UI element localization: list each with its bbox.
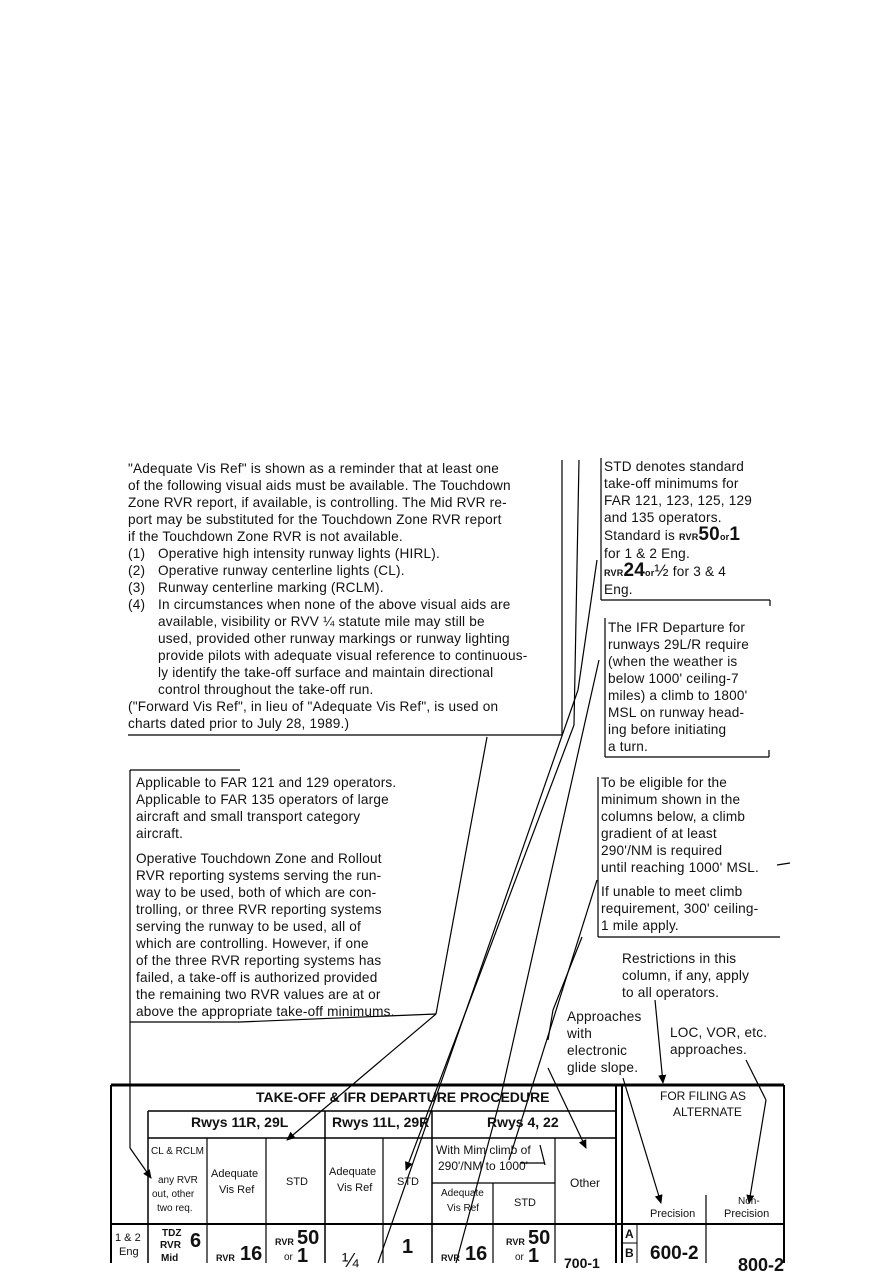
far-operators-note	[136, 774, 436, 1020]
std-note-line: for 1 & 2 Eng.	[604, 546, 690, 561]
approaches-note-line: glide slope.	[567, 1060, 639, 1075]
climb-note-line: If unable to meet climb	[601, 884, 743, 899]
far-note-line: Applicable to FAR 135 operators of large	[136, 792, 389, 807]
cat-b: B	[625, 1246, 634, 1260]
climb-gradient-note	[601, 774, 791, 934]
vis-ref-footer-line: ("Forward Vis Ref", in lieu of "Adequate Vis Ref", is used on	[128, 699, 499, 714]
col-std: STD	[514, 1197, 536, 1209]
restrictions-note	[622, 950, 782, 1001]
restrictions-note-line: column, if any, apply	[622, 968, 750, 983]
climb-note-line: minimum shown in the	[601, 792, 741, 807]
climb-header: With Mim climb of	[436, 1143, 531, 1157]
climb-note-line: columns below, a climb	[601, 809, 746, 824]
item-text: Runway centerline marking (RCLM).	[158, 580, 384, 595]
rvr-label: RVR	[506, 1237, 525, 1247]
item-text: control throughout the take-off run.	[158, 682, 374, 697]
ifr-note-line: The IFR Departure for	[608, 620, 746, 635]
col-any-rvr: out, other	[152, 1189, 195, 1200]
far-note-line: way to be used, both of which are con-	[136, 885, 377, 900]
row-label: Eng	[119, 1246, 139, 1258]
one-mile-value: 1	[297, 1245, 309, 1267]
far-note-line: aircraft.	[136, 826, 184, 841]
vis-ref-item-4	[128, 596, 558, 613]
far-note-line: serving the runway to be used, all of	[136, 919, 362, 934]
std-note-line: take-off minimums for	[604, 476, 739, 491]
far-note-line: RVR reporting systems serving the run-	[136, 868, 382, 883]
mid-label: Mid	[161, 1253, 179, 1264]
rvr-50-value: 50	[297, 1227, 320, 1249]
rwy-group-header: Rwys 11L, 29R	[332, 1114, 430, 1130]
vis-ref-item-3	[128, 579, 558, 596]
rvr-label: RVR	[275, 1237, 294, 1247]
climb-note-line: gradient of at least	[601, 826, 717, 841]
vis-ref-footer-line: charts dated prior to July 28, 1989.)	[128, 716, 350, 731]
item-text: Operative high intensity runway lights (HIRL).	[158, 546, 440, 561]
ifr-note-line: runways 29L/R require	[608, 637, 749, 652]
alternate-header: FOR FILING AS	[660, 1089, 747, 1103]
climb-header: 290'/NM to 1000'	[438, 1159, 528, 1173]
vis-ref-intro-line: Zone RVR report, if available, is controlling. The Mid RVR re-	[128, 495, 507, 510]
vis-ref-intro-line: if the Touchdown Zone RVR is not available.	[128, 529, 403, 544]
ifr-note-line: ing before initiating	[608, 722, 727, 737]
vis-ref-intro-line: port may be substituted for the Touchdown Zone RVR report	[128, 512, 502, 527]
loc-note-line: approaches.	[670, 1042, 748, 1057]
far-note-line: above the appropriate take-off minimums.	[136, 1004, 395, 1019]
col-any-rvr: two req.	[157, 1203, 193, 1214]
std-note-line: FAR 121, 123, 125, 129	[604, 493, 752, 508]
vis-ref-note	[128, 460, 558, 732]
std-note	[604, 458, 784, 598]
ifr-note-line: (when the weather is	[608, 654, 738, 669]
vis-ref-intro-line: "Adequate Vis Ref" is shown as a reminder that at least one	[128, 461, 500, 476]
far-note-line: trolling, or three RVR reporting systems	[136, 902, 382, 917]
other-value: 700-1	[564, 1255, 600, 1271]
restrictions-note-line: Restrictions in this	[622, 951, 737, 966]
ifr-note-line: MSL on runway head-	[608, 705, 745, 720]
row-label: 1 & 2	[115, 1232, 141, 1244]
vis-ref-item-2	[128, 562, 558, 579]
ifr-note-line: below 1000' ceiling-7	[608, 671, 739, 686]
tdz-label: RVR	[160, 1240, 181, 1251]
precision-value: 600-2	[650, 1243, 699, 1264]
rvr-label: RVR	[216, 1253, 235, 1263]
std-note-line: Eng.	[604, 582, 633, 597]
col-adequate-vis-ref: Vis Ref	[337, 1182, 373, 1194]
std-standard-line: Standard is RVR50or1	[604, 524, 741, 545]
col-non-precision: Non-	[738, 1196, 760, 1207]
non-precision-value: 800-2	[738, 1255, 785, 1275]
loc-vor-note	[670, 1024, 785, 1058]
approaches-note	[567, 1008, 657, 1076]
col-cl-rclm: CL & RCLM	[151, 1146, 204, 1157]
vis-ref-intro-line: of the following visual aids must be available. The Touchdown	[128, 478, 511, 493]
item-text: In circumstances when none of the above visual aids are	[158, 597, 511, 612]
std-standard-line-2: RVR24or½ for 3 & 4	[604, 560, 726, 581]
ifr-departure-note	[608, 619, 778, 755]
col-std: STD	[397, 1176, 419, 1188]
item-text: ly identify the take-off surface and maintain directional	[158, 665, 494, 680]
far-note-line: aircraft and small transport category	[136, 809, 361, 824]
far-note-line: failed, a take-off is authorized provided	[136, 970, 378, 985]
far-note-line: Applicable to FAR 121 and 129 operators.	[136, 775, 397, 790]
rwy-group-header: Rwys 4, 22	[487, 1114, 559, 1130]
item-number: (2)	[128, 563, 146, 578]
or-label: or	[284, 1252, 293, 1263]
tdz-value: 6	[190, 1230, 202, 1252]
item-text: used, provided other runway markings or runway lighting	[158, 631, 510, 646]
item-number: (4)	[128, 597, 146, 612]
col-adequate-vis-ref: Vis Ref	[447, 1203, 480, 1214]
item-text: provide pilots with adequate visual reference to continuous-	[158, 648, 528, 663]
col-adequate-vis-ref: Adequate	[329, 1166, 377, 1178]
item-text: available, visibility or RVV ¼ statute mile may still be	[158, 614, 485, 629]
std-note-line: and 135 operators.	[604, 510, 722, 525]
one-mile-value: 1	[528, 1245, 540, 1267]
approaches-note-line: Approaches	[567, 1009, 642, 1024]
table-title: TAKE-OFF & IFR DEPARTURE PROCEDURE	[256, 1089, 550, 1105]
col-precision: Precision	[650, 1208, 696, 1220]
loc-note-line: LOC, VOR, etc.	[670, 1025, 768, 1040]
climb-note-line: 290'/NM is required	[601, 843, 723, 858]
vis-ref-item-1	[128, 545, 558, 562]
rwy-group-header: Rwys 11R, 29L	[191, 1114, 289, 1130]
approaches-note-line: with	[567, 1026, 592, 1041]
col-adequate-vis-ref: Vis Ref	[219, 1184, 255, 1196]
climb-note-line: until reaching 1000' MSL.	[601, 860, 759, 875]
one-mile-value: 1	[402, 1236, 414, 1258]
or-label: or	[515, 1252, 524, 1263]
rvr-50-value: 50	[528, 1227, 551, 1249]
far-note-line: the remaining two RVR values are at or	[136, 987, 381, 1002]
tdz-label: TDZ	[162, 1228, 182, 1239]
std-note-line: STD denotes standard	[604, 459, 745, 474]
far-note-line: Operative Touchdown Zone and Rollout	[136, 851, 382, 866]
cat-a: A	[625, 1227, 634, 1241]
item-number: (1)	[128, 546, 146, 561]
col-any-rvr: any RVR	[158, 1175, 198, 1186]
col-other: Other	[570, 1176, 601, 1190]
quarter-value: ¼	[342, 1250, 359, 1272]
rvr-16-value: 16	[465, 1243, 488, 1265]
climb-note-line: requirement, 300' ceiling-	[601, 901, 759, 916]
item-text: Operative runway centerline lights (CL).	[158, 563, 405, 578]
col-std: STD	[286, 1176, 308, 1188]
far-note-line: which are controlling. However, if one	[136, 936, 369, 951]
climb-note-line: To be eligible for the	[601, 775, 728, 790]
col-adequate-vis-ref: Adequate	[441, 1188, 484, 1199]
climb-note-line: 1 mile apply.	[601, 918, 679, 933]
far-note-line: of the three RVR reporting systems has	[136, 953, 382, 968]
restrictions-note-line: to all operators.	[622, 985, 720, 1000]
ifr-note-line: a turn.	[608, 739, 648, 754]
rvr-label: RVR	[441, 1253, 460, 1263]
rvr-16-value: 16	[240, 1243, 263, 1265]
item-number: (3)	[128, 580, 146, 595]
col-non-precision: Precision	[724, 1208, 770, 1220]
approaches-note-line: electronic	[567, 1043, 628, 1058]
ifr-note-line: miles) a climb to 1800'	[608, 688, 748, 703]
alternate-header: ALTERNATE	[673, 1105, 742, 1119]
col-adequate-vis-ref: Adequate	[211, 1168, 259, 1180]
